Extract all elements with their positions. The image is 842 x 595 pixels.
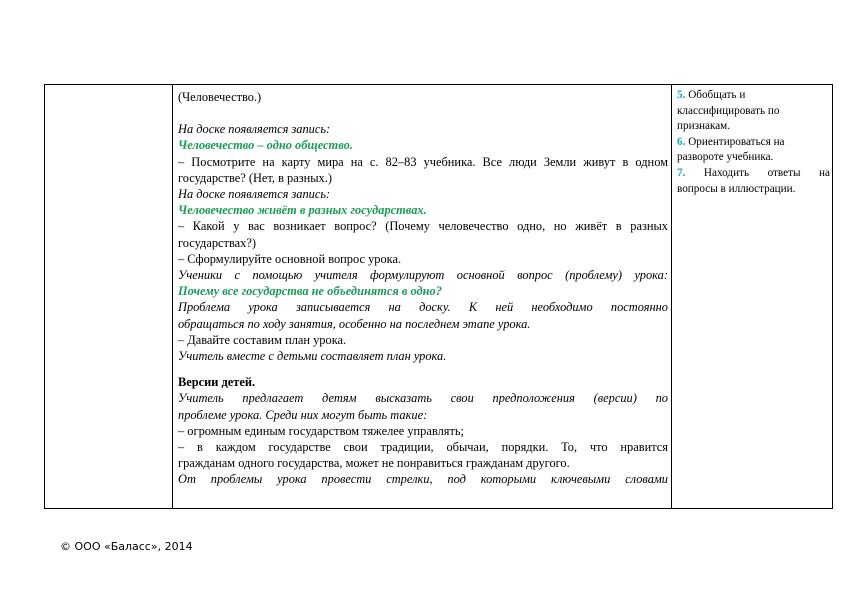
teacher-note: От проблемы урока провести стрелки, под которыми ключевыми словами — [178, 472, 668, 487]
column-divider-2 — [671, 85, 672, 508]
teacher-note: Учитель предлагает детям высказать свои предположения (версии) по — [178, 391, 668, 406]
student-activity: Ученики с помощью учителя формулируют основной вопрос (проблему) урока: — [178, 268, 668, 283]
answer-text: государствах?) — [178, 235, 256, 250]
teacher-note: Учитель вместе с детьми составляет план урока. — [178, 349, 447, 364]
child-version: – в каждом государстве свои традиции, обычаи, порядки. То, что нравится — [178, 440, 668, 455]
teacher-note: Проблема урока записывается на доску. К ней необходимо постоянно — [178, 300, 668, 315]
teacher-question: – Какой у вас возникает вопрос? (Почему человечество одно, но живёт в разных — [178, 219, 668, 234]
board-note-label: На доске появляется запись: — [178, 122, 331, 137]
answer-text: государстве? (Нет, в разных.) — [178, 170, 332, 185]
column-divider-1 — [172, 85, 173, 508]
board-note: Человечество – одно общество. — [178, 138, 353, 153]
board-note-label: На доске появляется запись: — [178, 187, 331, 202]
lesson-table — [44, 84, 833, 509]
skill-number: 5. — [677, 89, 686, 101]
child-version: гражданам одного государства, может не понравиться гражданам другого. — [178, 456, 570, 471]
teacher-note: проблеме урока. Среди них могут быть такие: — [178, 407, 428, 422]
skill-text: развороте учебника. — [677, 151, 774, 164]
skill-item: 7. Находить ответы на — [677, 166, 831, 179]
skill-text: классифицировать по — [677, 104, 780, 117]
skill-item: 6. Ориентироваться на — [677, 135, 785, 148]
skill-item: 5. Обобщать и — [677, 89, 746, 101]
copyright-footer: © ООО «Баласс», 2014 — [60, 540, 193, 553]
child-version: – огромным единым государством тяжелее управлять; — [178, 423, 464, 438]
skill-text: признакам. — [677, 120, 731, 133]
skill-number: 6. — [677, 135, 686, 148]
skill-text: вопросы в иллюстрации. — [677, 182, 796, 195]
text-line: (Человечество.) — [178, 90, 262, 104]
teacher-note: обращаться по ходу занятия, особенно на последнем этапе урока. — [178, 316, 531, 331]
board-note: Человечество живёт в разных государствах. — [178, 203, 427, 218]
teacher-question: – Посмотрите на карту мира на с. 82–83 учебника. Все люди Земли живут в одном — [178, 154, 668, 169]
lesson-content-cell — [178, 89, 668, 488]
skill-number: 7. — [677, 166, 686, 179]
lesson-problem: Почему все государства не объединятся в одно? — [178, 284, 442, 299]
teacher-instruction: – Давайте составим план урока. — [178, 332, 347, 347]
teacher-instruction: – Сформулируйте основной вопрос урока. — [178, 251, 402, 266]
skills-cell — [677, 88, 830, 197]
section-heading: Версии детей. — [178, 375, 256, 390]
